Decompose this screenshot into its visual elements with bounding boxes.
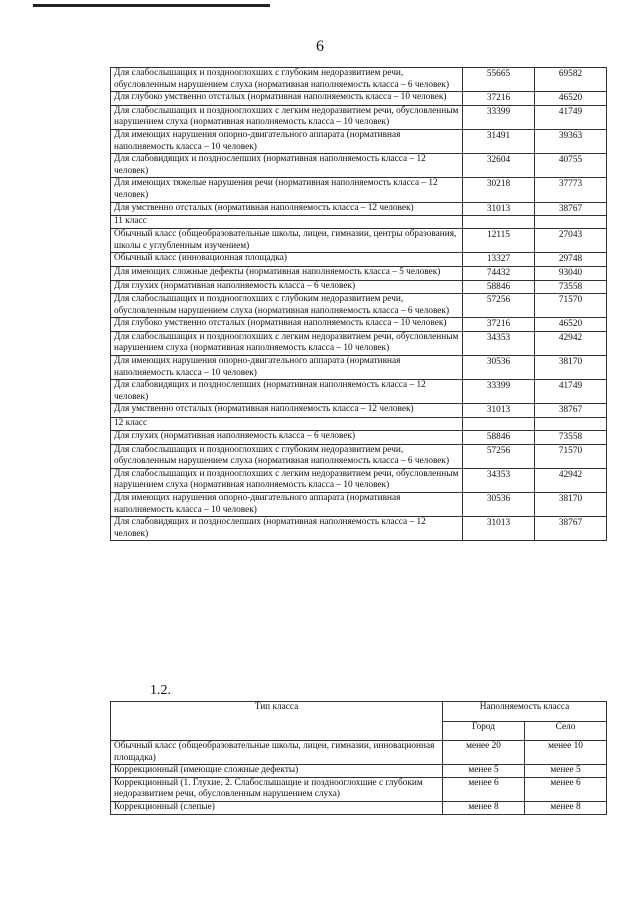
village-fill: менее 6 — [525, 777, 607, 801]
class-description: Для слабовидящих и позднослепших (нормативная наполняемость класса – 12 человек) — [111, 517, 463, 541]
city-value: 31013 — [463, 517, 535, 541]
city-value: 31013 — [463, 202, 535, 216]
table-row — [111, 741, 607, 765]
page-number: 6 — [316, 38, 324, 55]
village-value: 38767 — [535, 202, 607, 216]
village-value: 69582 — [535, 68, 607, 92]
table-row — [111, 765, 607, 778]
header-city: Город — [443, 721, 525, 741]
table-row — [111, 280, 607, 294]
city-value: 58846 — [463, 280, 535, 294]
village-value: 41749 — [535, 380, 607, 404]
table-row — [111, 493, 607, 517]
village-value: 42942 — [535, 331, 607, 355]
section-row — [111, 418, 607, 431]
city-value: 57256 — [463, 294, 535, 318]
village-value: 71570 — [535, 444, 607, 468]
village-value: 29748 — [535, 253, 607, 267]
class-description: Для глухих (нормативная наполняемость класса – 6 человек) — [111, 280, 463, 294]
table-row — [111, 68, 607, 92]
village-value: 42942 — [535, 468, 607, 492]
table-row — [111, 404, 607, 418]
class-description: Для слабослышащих и позднооглохших с легким недоразвитием речи, обусловленным нарушением слуха (нормативная наполняемость класса – 10 человек) — [111, 468, 463, 492]
village-value: 39363 — [535, 129, 607, 153]
village-value: 38767 — [535, 517, 607, 541]
section-title: 12 класс — [111, 418, 463, 431]
table-row — [111, 202, 607, 216]
class-type: Обычный класс (общеобразовательные школы, лицеи, гимназии, инновационная площадка) — [111, 741, 443, 765]
village-value: 37773 — [535, 178, 607, 202]
village-value: 27043 — [535, 229, 607, 253]
table-row — [111, 105, 607, 129]
class-description: Для имеющих нарушения опорно-двигательного аппарата (нормативная наполняемость класса – 10 человек) — [111, 356, 463, 380]
class-description: Для слабослышащих и позднооглохших с легким недоразвитием речи, обусловленным нарушением слуха (нормативная наполняемость класса – 10 человек) — [111, 331, 463, 355]
class-description: Для слабовидящих и позднослепших (нормативная наполняемость класса – 12 человек) — [111, 154, 463, 178]
header-fill: Наполняемость класса — [443, 702, 607, 722]
city-fill: менее 6 — [443, 777, 525, 801]
city-value: 37216 — [463, 318, 535, 332]
village-value: 93040 — [535, 266, 607, 280]
city-value: 31013 — [463, 404, 535, 418]
table-row — [111, 294, 607, 318]
table-row — [111, 229, 607, 253]
table-row — [111, 178, 607, 202]
village-value: 71570 — [535, 294, 607, 318]
table-row — [111, 380, 607, 404]
city-value: 34353 — [463, 331, 535, 355]
table-row — [111, 129, 607, 153]
city-value: 74432 — [463, 266, 535, 280]
class-description: Для имеющих нарушения опорно-двигательного аппарата (нормативная наполняемость класса – 10 человек) — [111, 493, 463, 517]
table-row — [111, 331, 607, 355]
header-village: Село — [525, 721, 607, 741]
city-fill: менее 8 — [443, 801, 525, 814]
class-description: Для умственно отсталых (нормативная наполняемость класса – 12 человек) — [111, 202, 463, 216]
village-value: 40755 — [535, 154, 607, 178]
village-value: 46520 — [535, 318, 607, 332]
section-title: 11 класс — [111, 216, 463, 229]
city-value: 33399 — [463, 105, 535, 129]
city-fill: менее 5 — [443, 765, 525, 778]
class-description: Для имеющих нарушения опорно-двигательного аппарата (нормативная наполняемость класса – 10 человек) — [111, 129, 463, 153]
village-value: 38170 — [535, 493, 607, 517]
empty-cell — [535, 216, 607, 229]
city-value: 12115 — [463, 229, 535, 253]
city-value: 55665 — [463, 68, 535, 92]
table-row — [111, 517, 607, 541]
top-rule — [33, 4, 270, 7]
class-description: Для имеющих тяжелые нарушения речи (нормативная наполняемость класса – 12 человек) — [111, 178, 463, 202]
village-value: 46520 — [535, 92, 607, 106]
city-value: 37216 — [463, 92, 535, 106]
table-row — [111, 356, 607, 380]
header-row — [111, 702, 607, 722]
class-type: Коррекционный (1. Глухие. 2. Слабослышащие и позднооглохшие с глубоким недоразвитием речи, обусловленным нарушением слуха) — [111, 777, 443, 801]
city-value: 30536 — [463, 493, 535, 517]
cost-table — [110, 67, 607, 541]
section-row — [111, 216, 607, 229]
table-row — [111, 444, 607, 468]
city-value: 57256 — [463, 444, 535, 468]
class-description: Для слабовидящих и позднослепших (нормативная наполняемость класса – 12 человек) — [111, 380, 463, 404]
class-description: Обычный класс (общеобразовательные школы, лицеи, гимназии, центры образования, школы с углубленным изучением) — [111, 229, 463, 253]
village-fill: менее 5 — [525, 765, 607, 778]
table-row — [111, 318, 607, 332]
table-row — [111, 468, 607, 492]
city-fill: менее 20 — [443, 741, 525, 765]
header-class-type: Тип класса — [111, 702, 443, 741]
city-value: 31491 — [463, 129, 535, 153]
table-row — [111, 92, 607, 106]
city-value: 32604 — [463, 154, 535, 178]
class-description: Для имеющих сложные дефекты (нормативная наполняемость класса – 5 человек) — [111, 266, 463, 280]
table-row — [111, 431, 607, 445]
class-description: Для умственно отсталых (нормативная наполняемость класса – 12 человек) — [111, 404, 463, 418]
village-value: 38767 — [535, 404, 607, 418]
table-row — [111, 266, 607, 280]
class-type: Коррекционный (имеющие сложные дефекты) — [111, 765, 443, 778]
class-description: Для глухих (нормативная наполняемость класса – 6 человек) — [111, 431, 463, 445]
city-value: 33399 — [463, 380, 535, 404]
class-description: Для слабослышащих и позднооглохших с глубоким недоразвитием речи, обусловленным нарушением слуха (нормативная наполняемость класса – 6 человек) — [111, 444, 463, 468]
section-label: 1.2. — [150, 683, 171, 698]
class-description: Для глубоко умственно отсталых (нормативная наполняемость класса – 10 человек) — [111, 92, 463, 106]
table-row — [111, 154, 607, 178]
village-value: 41749 — [535, 105, 607, 129]
class-description: Для слабослышащих и позднооглохших с легким недоразвитием речи, обусловленным нарушением слуха (нормативная наполняемость класса – 10 человек) — [111, 105, 463, 129]
village-value: 73558 — [535, 280, 607, 294]
class-description: Для слабослышащих и позднооглохших с глубоким недоразвитием речи, обусловленным нарушением слуха (нормативная наполняемость класса – 6 человек) — [111, 68, 463, 92]
class-fill-table — [110, 701, 607, 815]
empty-cell — [463, 418, 535, 431]
table-row — [111, 801, 607, 814]
table-row — [111, 253, 607, 267]
city-value: 34353 — [463, 468, 535, 492]
city-value: 30218 — [463, 178, 535, 202]
class-type: Коррекционный (слепые) — [111, 801, 443, 814]
village-value: 73558 — [535, 431, 607, 445]
class-description: Для глубоко умственно отсталых (нормативная наполняемость класса – 10 человек) — [111, 318, 463, 332]
class-description: Обычный класс (инновационная площадка) — [111, 253, 463, 267]
empty-cell — [535, 418, 607, 431]
empty-cell — [463, 216, 535, 229]
village-fill: менее 10 — [525, 741, 607, 765]
class-description: Для слабослышащих и позднооглохших с глубоким недоразвитием речи, обусловленным нарушением слуха (нормативная наполняемость класса – 6 человек) — [111, 294, 463, 318]
city-value: 58846 — [463, 431, 535, 445]
village-fill: менее 8 — [525, 801, 607, 814]
city-value: 13327 — [463, 253, 535, 267]
village-value: 38170 — [535, 356, 607, 380]
city-value: 30536 — [463, 356, 535, 380]
table-row — [111, 777, 607, 801]
